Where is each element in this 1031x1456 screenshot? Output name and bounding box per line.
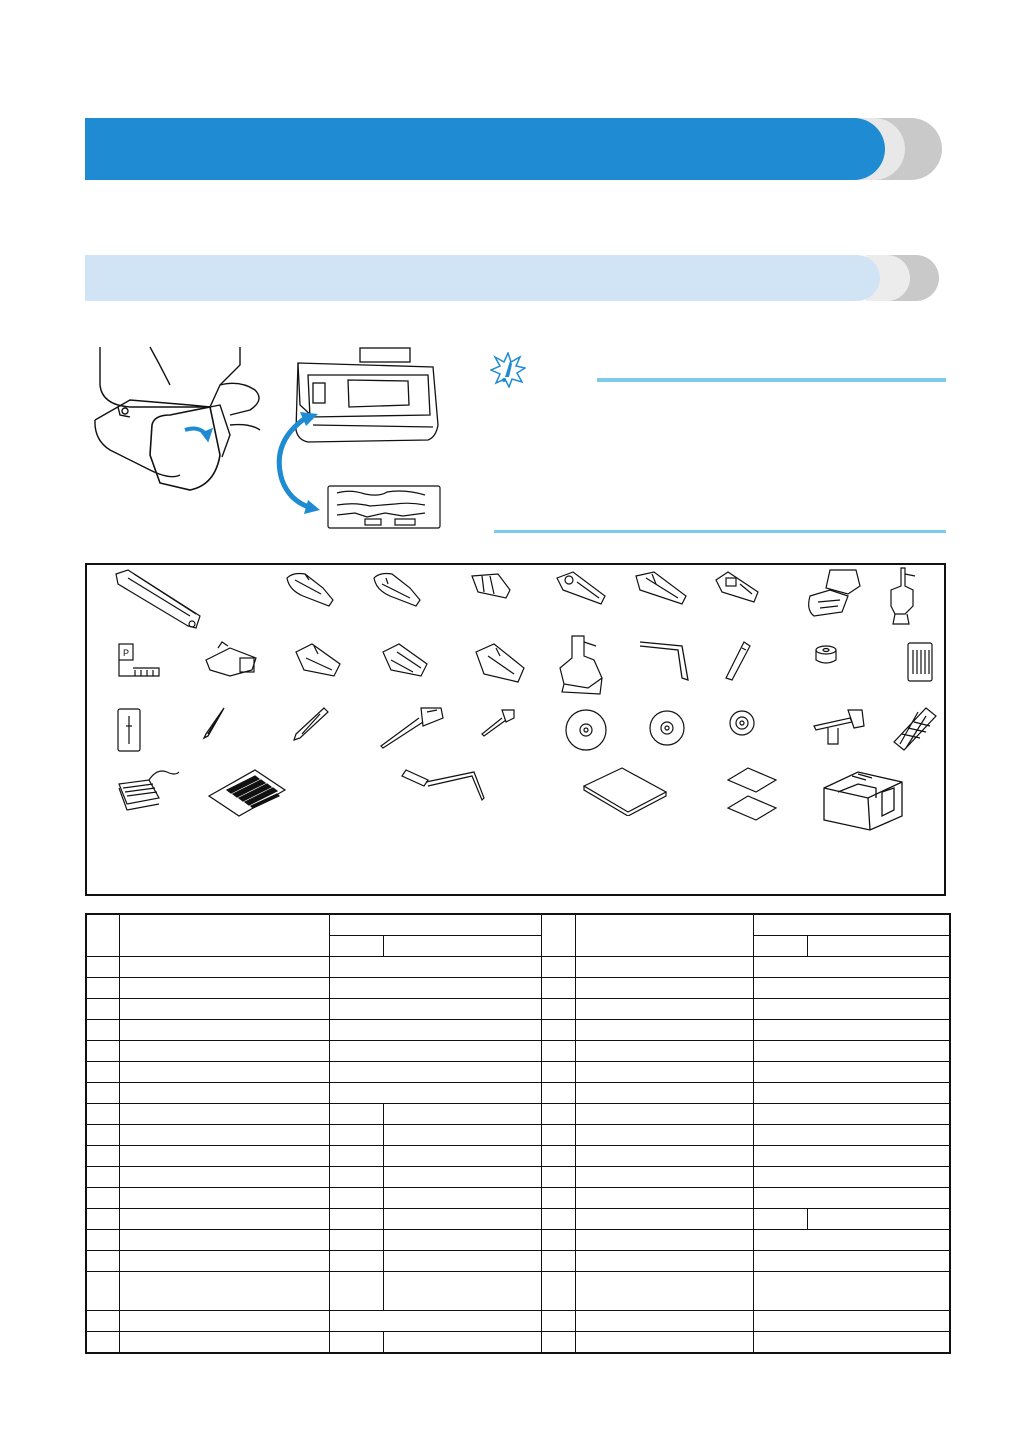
bobbins-sheet-icon (205, 766, 290, 821)
table-cell (753, 1332, 950, 1354)
table-cell (119, 1209, 329, 1230)
table-row (86, 1146, 950, 1167)
table-cell (575, 1311, 753, 1332)
table-cell (753, 1083, 950, 1104)
spool-net-icon (890, 704, 940, 754)
table-row (86, 978, 950, 999)
table-cell (541, 1020, 575, 1041)
quilting-guide-icon (636, 638, 696, 683)
table-cell (119, 957, 329, 978)
table-row (86, 1020, 950, 1041)
table-header-no-right (541, 914, 575, 957)
table-cell (541, 1041, 575, 1062)
table-cell (575, 1188, 753, 1209)
table-cell (86, 1062, 119, 1083)
foot-controller-icon (113, 764, 183, 816)
table-cell (753, 1125, 950, 1146)
table-cell (329, 1125, 383, 1146)
table-cell (119, 1146, 329, 1167)
table-cell (541, 1209, 575, 1230)
note-text (494, 392, 946, 522)
table-cell (383, 1125, 541, 1146)
table-cell (541, 1125, 575, 1146)
table-cell (119, 1251, 329, 1272)
table-cell (119, 1167, 329, 1188)
button-fitting-foot-icon (712, 570, 764, 608)
svg-text:P: P (123, 648, 130, 658)
table-cell (86, 1167, 119, 1188)
table-cell (575, 1230, 753, 1251)
table-cell (753, 1146, 950, 1167)
table-cell (329, 1272, 383, 1311)
table-cell (575, 1020, 753, 1041)
table-row (86, 1272, 950, 1311)
satin-stitch-foot-icon (377, 640, 432, 682)
table-cell (383, 1251, 541, 1272)
overcasting-foot-icon (468, 570, 513, 602)
cleaning-brush-icon (290, 706, 330, 744)
table-cell (86, 1332, 119, 1354)
table-cell (329, 1209, 383, 1230)
table-subheader-code-a (329, 936, 383, 957)
table-header-part-name (119, 914, 329, 957)
table-cell (119, 1083, 329, 1104)
table-cell (329, 1230, 383, 1251)
table-cell (329, 1251, 383, 1272)
table-row (86, 999, 950, 1020)
note-divider-bottom (494, 530, 946, 533)
table-cell (329, 1167, 383, 1188)
table-cell (86, 957, 119, 978)
knee-lifter-icon (810, 704, 870, 749)
table-cell (541, 1311, 575, 1332)
table-cell (753, 1251, 950, 1272)
table-header-no (86, 914, 119, 957)
table-subheader-code-b-right (807, 936, 950, 957)
table-cell (383, 1146, 541, 1167)
side-cutter-icon (200, 640, 265, 685)
table-cell (575, 1146, 753, 1167)
table-cell (119, 1272, 329, 1311)
table-cell (753, 1020, 950, 1041)
spool-cap-mini-icon (725, 706, 759, 740)
table-cell (329, 1083, 541, 1104)
table-cell (329, 978, 541, 999)
table-cell (119, 1125, 329, 1146)
table-subheader-code-a-right (753, 936, 807, 957)
table-cell (86, 999, 119, 1020)
table-cell (753, 1062, 950, 1083)
table-cell (541, 1167, 575, 1188)
blind-stitch-foot-icon (553, 570, 611, 608)
table-cell (541, 978, 575, 999)
table-cell (86, 1272, 119, 1311)
sewing-machine-illustration (90, 345, 270, 500)
table-header-part-code (329, 914, 541, 936)
table-cell (575, 1041, 753, 1062)
table-row (86, 1125, 950, 1146)
table-cell (575, 978, 753, 999)
table-cell (329, 999, 541, 1020)
table-header-part-name-right (575, 914, 753, 957)
table-row (86, 1083, 950, 1104)
table-header-part-code-right (753, 914, 950, 936)
table-header-row (86, 914, 950, 936)
table-cell (329, 957, 541, 978)
needle-set-icon (905, 640, 935, 685)
table-cell (575, 957, 753, 978)
curved-arrow-icon (270, 410, 330, 520)
table-cell (119, 1188, 329, 1209)
screwdriver-large-icon (377, 704, 447, 754)
table-row (86, 1209, 950, 1230)
table-cell (575, 1104, 753, 1125)
non-stick-foot-icon (470, 640, 530, 688)
table-subheader-code-b (383, 936, 541, 957)
table-cell (541, 1146, 575, 1167)
table-cell (383, 1332, 541, 1354)
table-cell (86, 1020, 119, 1041)
table-cell (753, 999, 950, 1020)
table-cell (86, 978, 119, 999)
table-cell (541, 957, 575, 978)
table-cell (383, 1209, 541, 1230)
table-cell (119, 1332, 329, 1354)
note-divider-top (597, 378, 946, 382)
table-cell (575, 1083, 753, 1104)
table-row (86, 1188, 950, 1209)
quilting-foot-icon (883, 566, 923, 628)
table-cell (119, 1311, 329, 1332)
screwdriver-small-icon (478, 706, 520, 740)
table-cell (329, 1332, 383, 1354)
table-row (86, 1104, 950, 1125)
table-cell (575, 1062, 753, 1083)
accessory-tray-insert-illustration (325, 483, 445, 533)
table-cell (383, 1230, 541, 1251)
table-cell (753, 1209, 807, 1230)
table-cell (575, 1272, 753, 1311)
section-title-bar (85, 255, 880, 301)
table-cell (383, 1272, 541, 1311)
table-cell (86, 1125, 119, 1146)
table-cell (119, 1041, 329, 1062)
table-cell (86, 1104, 119, 1125)
table-cell (86, 1209, 119, 1230)
table-cell (541, 999, 575, 1020)
table-cell (119, 999, 329, 1020)
table-cell (119, 1062, 329, 1083)
table-cell (329, 1188, 383, 1209)
table-cell (383, 1104, 541, 1125)
table-cell (575, 1209, 753, 1230)
table-cell (86, 1146, 119, 1167)
instruction-manual-icon (580, 764, 670, 816)
table-cell (329, 1062, 541, 1083)
zigzag-foot-icon (283, 570, 338, 610)
table-row (86, 1167, 950, 1188)
table-cell (86, 1083, 119, 1104)
seam-ripper-icon (200, 706, 230, 741)
table-cell (541, 1272, 575, 1311)
table-row (86, 957, 950, 978)
table-cell (753, 1167, 950, 1188)
table-cell (541, 1104, 575, 1125)
eyelet-punch-icon (398, 766, 488, 802)
table-cell (119, 1230, 329, 1251)
zipper-foot-icon (632, 570, 690, 608)
monogramming-foot-icon (370, 570, 425, 610)
table-cell (575, 1251, 753, 1272)
table-cell (753, 1230, 950, 1251)
table-cell (575, 1167, 753, 1188)
accessories-table (85, 913, 951, 1354)
table-row (86, 1062, 950, 1083)
table-cell (541, 1062, 575, 1083)
table-cell (86, 1251, 119, 1272)
table-row (86, 1230, 950, 1251)
table-cell (86, 1311, 119, 1332)
table-cell (541, 1251, 575, 1272)
memo-star-icon (490, 352, 526, 388)
table-cell (119, 978, 329, 999)
table-cell (753, 957, 950, 978)
table-cell (575, 999, 753, 1020)
spool-pin-icon (722, 640, 754, 685)
table-cell (753, 1104, 950, 1125)
table-cell (329, 1020, 541, 1041)
table-row (86, 1041, 950, 1062)
table-cell (119, 1020, 329, 1041)
table-cell (86, 1188, 119, 1209)
table-cell (575, 1125, 753, 1146)
table-cell (541, 1230, 575, 1251)
spool-cap-large-icon (562, 706, 610, 754)
table-cell (753, 1272, 950, 1311)
table-cell (119, 1104, 329, 1125)
table-cell (86, 1230, 119, 1251)
walking-foot-icon (800, 566, 865, 621)
spool-cap-medium-icon (645, 706, 689, 750)
table-row (86, 1332, 950, 1354)
table-cell (541, 1188, 575, 1209)
open-toe-foot-icon (290, 640, 345, 682)
table-cell (383, 1167, 541, 1188)
table-cell (575, 1332, 753, 1354)
stretch-foot-icon (550, 632, 615, 697)
table-row (86, 1311, 950, 1332)
table-cell (383, 1188, 541, 1209)
dust-cover-icon (818, 764, 908, 834)
table-cell (329, 1311, 541, 1332)
page-title-bar (85, 118, 885, 180)
twin-needle-icon (115, 706, 143, 754)
quick-reference-guide-icon (724, 764, 784, 824)
quarter-inch-foot-icon (115, 640, 163, 682)
table-cell (753, 1041, 950, 1062)
spool-cap-small-icon (812, 644, 840, 668)
table-cell (541, 1083, 575, 1104)
table-cell (329, 1041, 541, 1062)
table-cell (86, 1041, 119, 1062)
table-cell (753, 1311, 950, 1332)
table-cell (807, 1209, 950, 1230)
table-cell (541, 1332, 575, 1354)
table-cell (753, 1188, 950, 1209)
table-cell (329, 1104, 383, 1125)
table-row (86, 1251, 950, 1272)
table-cell (753, 978, 950, 999)
table-cell (329, 1146, 383, 1167)
buttonhole-foot-icon (108, 566, 208, 636)
